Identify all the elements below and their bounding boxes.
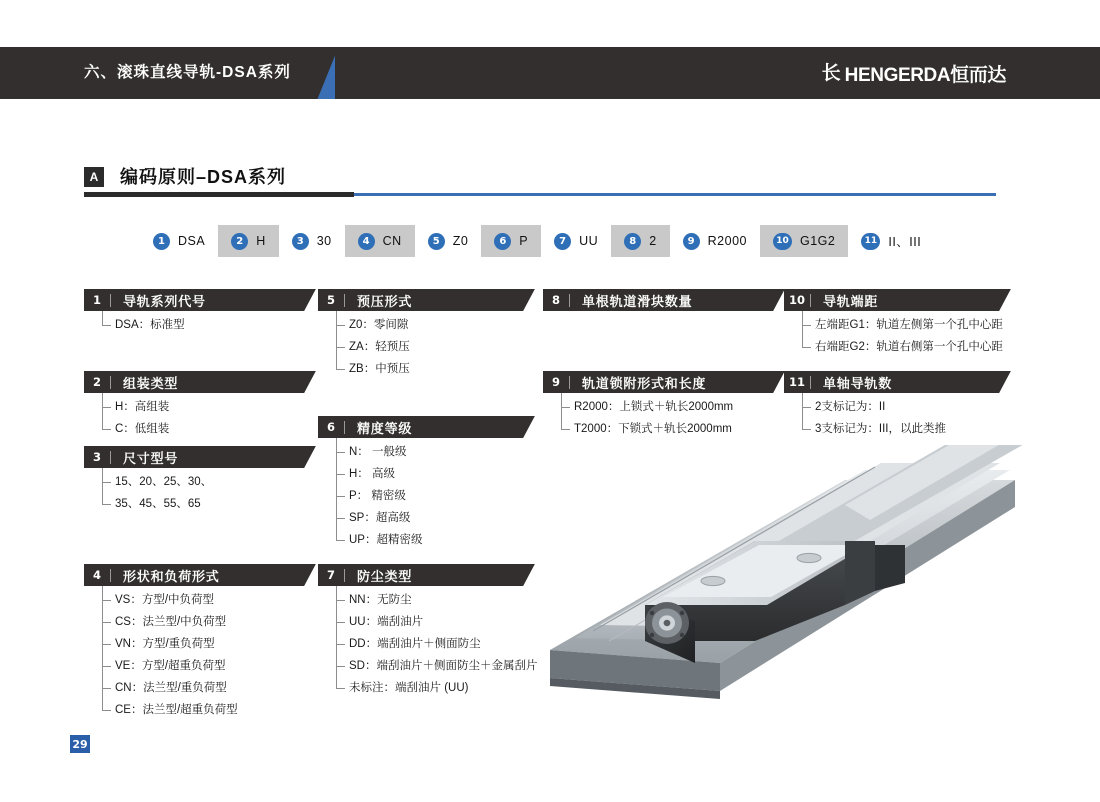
section-rule-dark	[84, 192, 354, 197]
legend-block-10-title: 导轨端距	[823, 293, 879, 309]
legend-block-8-header	[543, 289, 768, 311]
code-value-1: DSA	[178, 234, 206, 248]
code-cell-10	[760, 225, 848, 257]
code-index-4: 4	[358, 233, 375, 250]
page-title: 六、滚珠直线导轨-DSA系列	[84, 64, 291, 81]
legend-block-3	[84, 446, 299, 511]
legend-block-1-header	[84, 289, 299, 311]
legend-block-7-header	[318, 564, 518, 586]
legend-block-8-number: 8	[551, 293, 560, 307]
list-item: 右端距G2：轨道右侧第一个孔中心距	[802, 340, 994, 354]
code-format-bar	[140, 225, 934, 257]
legend-block-1-title: 导轨系列代号	[123, 293, 206, 309]
legend-block-11-number: 11	[788, 375, 805, 389]
legend-block-10	[784, 289, 1003, 354]
legend-block-3-number: 3	[92, 450, 101, 464]
code-value-9: R2000	[707, 234, 747, 248]
list-item: DD：端刮油片＋侧面防尘	[336, 637, 518, 651]
legend-block-6-title: 精度等级	[357, 420, 413, 436]
legend-block-6-number: 6	[326, 420, 335, 434]
code-cell-1	[140, 225, 218, 257]
legend-block-7-items	[336, 586, 538, 695]
legend-block-10-items	[802, 311, 1003, 354]
code-value-8: 2	[649, 234, 657, 248]
page-header	[0, 47, 1100, 99]
code-value-6: P	[519, 234, 529, 248]
code-value-4: CN	[382, 234, 402, 248]
legend-block-8	[543, 289, 768, 311]
code-index-1: 1	[153, 233, 170, 250]
list-item: SP：超高级	[336, 511, 518, 525]
code-value-5: Z0	[452, 234, 469, 248]
list-item: 左端距G1：轨道左侧第一个孔中心距	[802, 318, 994, 332]
code-value-11: II、III	[888, 235, 922, 249]
legend-block-4	[84, 564, 299, 717]
code-index-9: 9	[683, 233, 700, 250]
code-cell-11	[848, 225, 934, 257]
list-item: 15、20、25、30、	[102, 475, 299, 489]
list-item: 未标注：端刮油片 (UU)	[336, 681, 518, 695]
legend-block-5-items	[336, 311, 518, 376]
linear-guide-rail-image	[545, 445, 1045, 725]
legend-block-2	[84, 371, 299, 436]
code-index-6: 6	[494, 233, 511, 250]
legend-block-7-title: 防尘类型	[357, 568, 413, 584]
code-index-8: 8	[624, 233, 641, 250]
section-title: 编码原则–DSA系列	[120, 167, 287, 187]
code-cell-3	[279, 225, 345, 257]
code-cell-5	[415, 225, 482, 257]
code-index-11: 11	[861, 233, 880, 250]
code-index-7: 7	[554, 233, 571, 250]
legend-block-3-title: 尺寸型号	[123, 450, 179, 466]
list-item: CN：法兰型/重负荷型	[102, 681, 299, 695]
logo-text: HENGERDA恒而达	[844, 64, 1006, 86]
legend-block-3-header	[84, 446, 299, 468]
legend-block-9-title: 轨道锁附形式和长度	[582, 375, 707, 391]
legend-block-6	[318, 416, 518, 547]
code-index-3: 3	[292, 233, 309, 250]
legend-block-10-header	[784, 289, 994, 311]
legend-block-1-number: 1	[92, 293, 101, 307]
list-item: 3支标记为：III，以此类推	[802, 422, 994, 436]
code-value-2: H	[256, 234, 266, 248]
list-item: SD：端刮油片＋侧面防尘＋金属刮片	[336, 659, 518, 673]
legend-block-10-number: 10	[788, 293, 805, 307]
legend-block-1-items	[102, 311, 299, 332]
list-item: P： 精密级	[336, 489, 518, 503]
legend-block-2-number: 2	[92, 375, 101, 389]
code-cell-7	[541, 225, 611, 257]
code-index-5: 5	[428, 233, 445, 250]
list-item: H： 高级	[336, 467, 518, 481]
list-item: CS：法兰型/中负荷型	[102, 615, 299, 629]
legend-block-2-title: 组装类型	[123, 375, 179, 391]
logo-mark-icon: 长	[821, 61, 841, 84]
legend-block-4-items	[102, 586, 299, 717]
legend-block-4-title: 形状和负荷形式	[123, 568, 220, 584]
page-number-badge: 29	[70, 735, 90, 753]
legend-block-9-header	[543, 371, 768, 393]
list-item: UU：端刮油片	[336, 615, 518, 629]
legend-block-4-number: 4	[92, 568, 101, 582]
code-index-2: 2	[231, 233, 248, 250]
list-item: CE：法兰型/超重负荷型	[102, 703, 299, 717]
section-rule-blue	[354, 193, 996, 196]
list-item: VN：方型/重负荷型	[102, 637, 299, 651]
legend-block-5-number: 5	[326, 293, 335, 307]
legend-block-1	[84, 289, 299, 332]
legend-block-5	[318, 289, 518, 376]
legend-block-8-title: 单根轨道滑块数量	[582, 293, 693, 309]
legend-block-11	[784, 371, 994, 436]
code-cell-4	[345, 225, 415, 257]
brand-logo	[822, 47, 1006, 99]
legend-block-4-header	[84, 564, 299, 586]
legend-block-7	[318, 564, 538, 695]
list-item: ZA：轻预压	[336, 340, 518, 354]
legend-block-9-number: 9	[551, 375, 560, 389]
list-item: 35、45、55、65	[102, 497, 299, 511]
legend-block-9	[543, 371, 768, 436]
legend-block-2-header	[84, 371, 299, 393]
legend-block-5-title: 预压形式	[357, 293, 413, 309]
legend-block-11-title: 单轴导轨数	[823, 375, 893, 391]
code-cell-2	[218, 225, 279, 257]
legend-block-11-items	[802, 393, 994, 436]
list-item: NN：无防尘	[336, 593, 518, 607]
code-value-7: UU	[579, 234, 599, 248]
code-index-10: 10	[773, 233, 792, 250]
legend-block-5-header	[318, 289, 518, 311]
list-item: N： 一般级	[336, 445, 518, 459]
legend-block-3-items	[102, 468, 299, 511]
list-item: T2000：下锁式＋轨长2000mm	[561, 422, 768, 436]
product-illustration	[545, 445, 1045, 725]
list-item: R2000：上锁式＋轨长2000mm	[561, 400, 768, 414]
list-item: 2支标记为：II	[802, 400, 994, 414]
code-cell-6	[481, 225, 541, 257]
legend-block-11-header	[784, 371, 994, 393]
list-item: DSA：标准型	[102, 318, 299, 332]
legend-block-7-number: 7	[326, 568, 335, 582]
list-item: C：低组装	[102, 422, 299, 436]
list-item: ZB：中预压	[336, 362, 518, 376]
list-item: Z0：零间隙	[336, 318, 518, 332]
code-cell-8	[611, 225, 669, 257]
legend-block-2-items	[102, 393, 299, 436]
section-badge: A	[84, 167, 104, 187]
code-value-10: G1G2	[800, 234, 836, 248]
legend-block-9-items	[561, 393, 768, 436]
legend-block-6-items	[336, 438, 518, 547]
code-value-3: 30	[316, 234, 332, 248]
legend-block-6-header	[318, 416, 518, 438]
list-item: VE：方型/超重负荷型	[102, 659, 299, 673]
code-cell-9	[670, 225, 760, 257]
list-item: UP：超精密级	[336, 533, 518, 547]
list-item: H：高组装	[102, 400, 299, 414]
list-item: VS：方型/中负荷型	[102, 593, 299, 607]
